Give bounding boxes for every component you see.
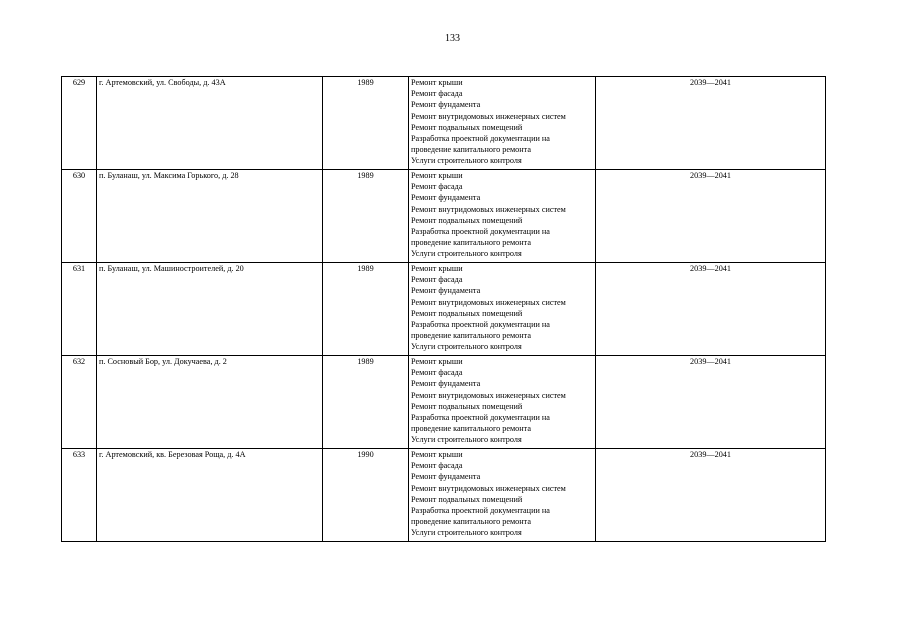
building-address: п. Сосновый Бор, ул. Докучаева, д. 2 [97,356,323,449]
work-item: Услуги строительного контроля [411,156,522,166]
row-number: 631 [62,263,97,356]
repair-period: 2039—2041 [596,170,826,263]
building-address: г. Артемовский, ул. Свободы, д. 43А [97,77,323,170]
table-row [62,77,826,170]
row-number: 629 [62,77,97,170]
row-number: 632 [62,356,97,449]
repair-works-list [409,449,596,542]
work-item: Ремонт фундамента [411,379,481,389]
building-address: г. Артемовский, кв. Березовая Роща, д. 4А [97,449,323,542]
work-item: Ремонт подвальных помещений [411,401,523,411]
commissioning-year: 1989 [323,356,409,449]
work-item: Услуги строительного контроля [411,249,522,259]
building-address: п. Буланаш, ул. Максима Горького, д. 28 [97,170,323,263]
work-item: проведение капитального ремонта [411,145,531,155]
commissioning-year: 1989 [323,170,409,263]
work-item: Ремонт фасада [411,89,463,99]
work-item: Услуги строительного контроля [411,342,522,352]
table-row [62,356,826,449]
work-item: Ремонт крыши [411,171,463,180]
work-item: Ремонт подвальных помещений [411,494,523,504]
row-number: 630 [62,170,97,263]
work-item: Ремонт фундамента [411,286,481,296]
work-item: Ремонт фасада [411,461,463,471]
work-item: Ремонт внутридомовых инженерных систем [411,297,566,307]
work-item: Ремонт внутридомовых инженерных систем [411,390,566,400]
work-item: Ремонт внутридомовых инженерных систем [411,204,566,214]
work-item: Ремонт внутридомовых инженерных систем [411,483,566,493]
table-row [62,170,826,263]
repair-period: 2039—2041 [596,263,826,356]
work-item: Ремонт подвальных помещений [411,122,523,132]
repair-works-list [409,263,596,356]
work-item: проведение капитального ремонта [411,517,531,527]
work-item: Разработка проектной документации на [411,320,550,330]
work-item: Разработка проектной документации на [411,134,550,144]
work-item: проведение капитального ремонта [411,238,531,248]
repair-works-list [409,356,596,449]
repair-period: 2039—2041 [596,356,826,449]
work-item: Ремонт фундамента [411,100,481,110]
repair-works-list [409,77,596,170]
work-item: Ремонт крыши [411,78,463,87]
work-item: проведение капитального ремонта [411,331,531,341]
commissioning-year: 1990 [323,449,409,542]
repair-works-list [409,170,596,263]
work-item: проведение капитального ремонта [411,424,531,434]
building-address: п. Буланаш, ул. Машиностроителей, д. 20 [97,263,323,356]
work-item: Ремонт крыши [411,450,463,459]
work-item: Ремонт фасада [411,182,463,192]
work-item: Ремонт фасада [411,368,463,378]
table-row [62,263,826,356]
work-item: Разработка проектной документации на [411,227,550,237]
table-row [62,449,826,542]
repair-period: 2039—2041 [596,77,826,170]
work-item: Ремонт крыши [411,357,463,366]
work-item: Услуги строительного контроля [411,528,522,538]
commissioning-year: 1989 [323,77,409,170]
work-item: Разработка проектной документации на [411,413,550,423]
work-item: Ремонт фасада [411,275,463,285]
work-item: Ремонт внутридомовых инженерных систем [411,111,566,121]
work-item: Ремонт подвальных помещений [411,215,523,225]
capital-repair-table [61,76,826,542]
page-number: 133 [445,33,460,44]
row-number: 633 [62,449,97,542]
repair-period: 2039—2041 [596,449,826,542]
work-item: Ремонт фундамента [411,472,481,482]
work-item: Ремонт фундамента [411,193,481,203]
work-item: Ремонт подвальных помещений [411,308,523,318]
commissioning-year: 1989 [323,263,409,356]
work-item: Услуги строительного контроля [411,435,522,445]
work-item: Разработка проектной документации на [411,506,550,516]
work-item: Ремонт крыши [411,264,463,273]
